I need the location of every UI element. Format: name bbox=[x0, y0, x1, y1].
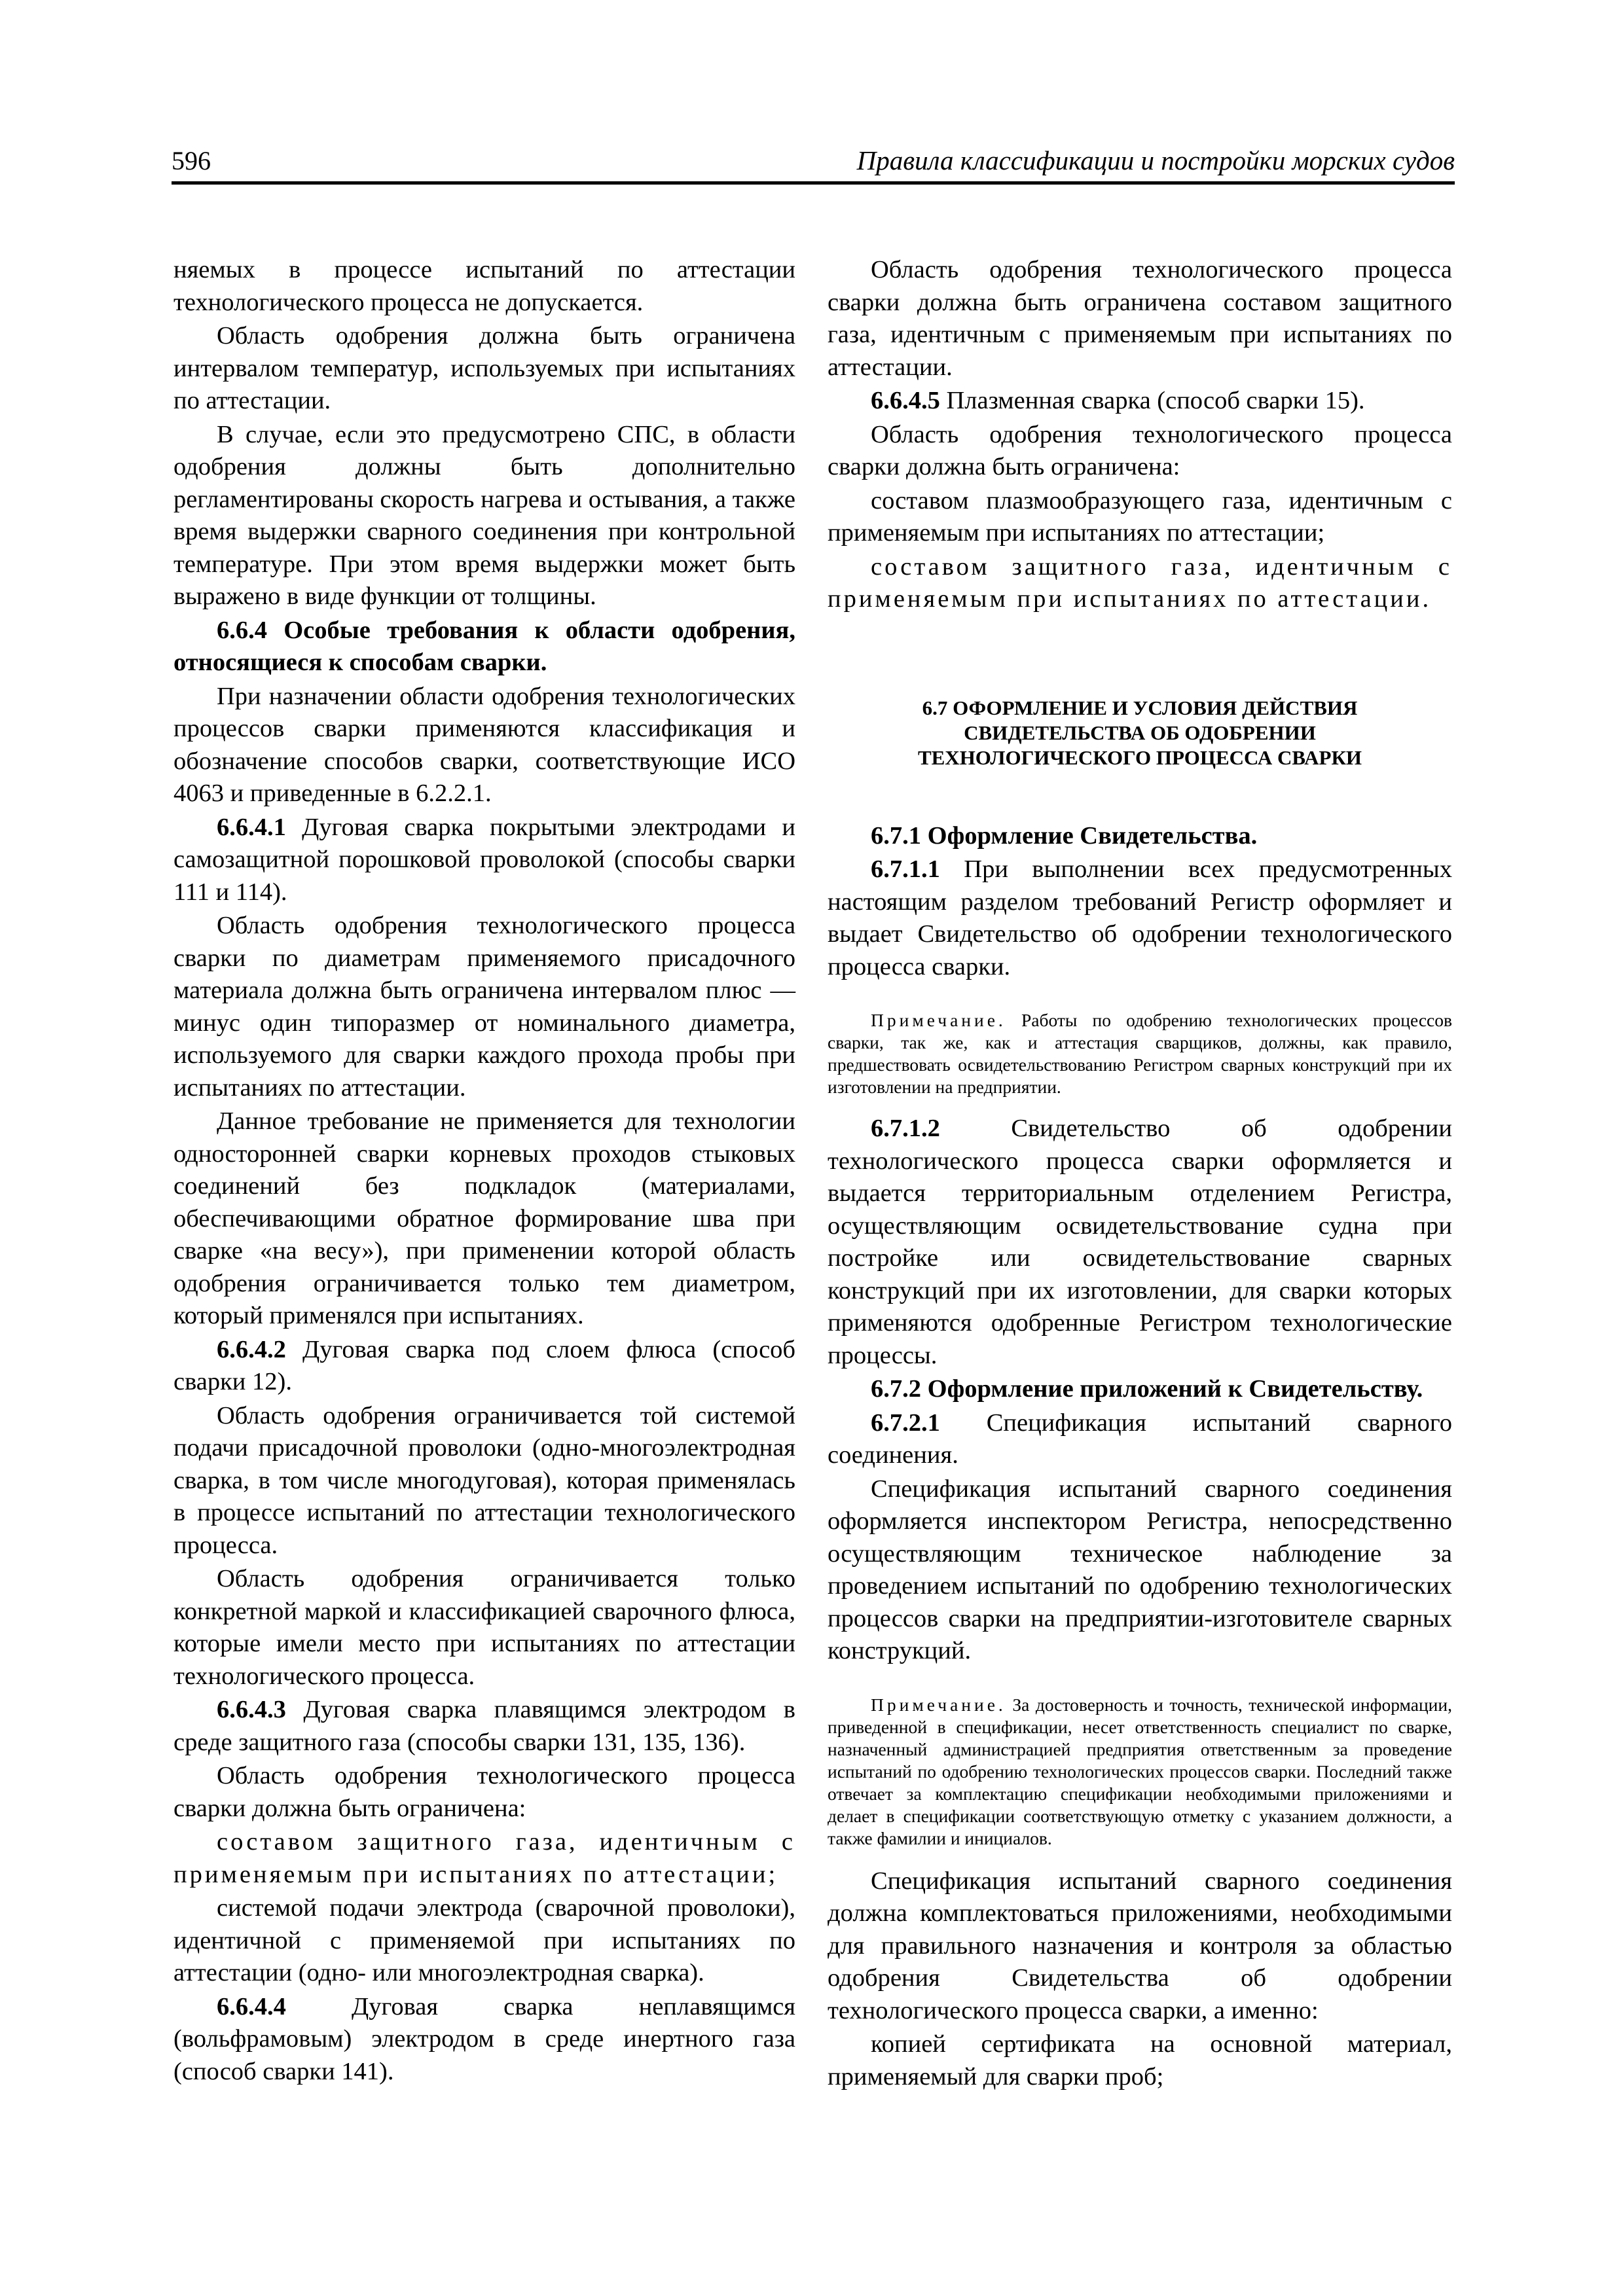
page-number: 596 bbox=[172, 146, 211, 175]
list-item: системой подачи электрода (сварочной проволоки), идентичной с применяемой при испытаниях по аттестации (одно- или многоэлектродная сварка). bbox=[173, 1894, 795, 1986]
heading-text: 6.6.4 Особые требования к области одобрения, относящиеся к способам сварки. bbox=[173, 616, 795, 676]
clause-text: Дуговая сварка плавящимся электродом в среде защитного газа (способы сварки 131, 135, 136). bbox=[173, 1696, 795, 1756]
list-item: составом защитного газа, идентичным с применяемым при испытаниях по аттестации. bbox=[828, 552, 1452, 613]
paragraph: Спецификация испытаний сварного соединения оформляется инспектором Регистра, непосредственно осуществляющим техническое наблюдение за проведением испытаний по одобрению технологических процессов сварки на предприятии-изготовителе сварных конструкций. bbox=[828, 1475, 1452, 1664]
paragraph: Область одобрения технологического процесса сварки должна быть ограничена: bbox=[828, 420, 1452, 480]
paragraph: Область одобрения ограничивается той системой подачи присадочной проволоки (одно-многоэлектродная сварка, в том числе многодуговая), которая применялась в процессе испытаний по аттестации технологического процесса. bbox=[173, 1401, 795, 1559]
section-heading-line: СВИДЕТЕЛЬСТВА ОБ ОДОБРЕНИИ bbox=[964, 721, 1316, 744]
clause-text: Плазменная сварка (способ сварки 15). bbox=[939, 387, 1365, 414]
page-header bbox=[172, 145, 1455, 185]
note-text: Работы по одобрению технологических процессов сварки, так же, как и аттестация сварщиков, должны, как правило, предшествовать освидетельствованию Регистром сварных конструкций при их изготовлении на предприятии. bbox=[828, 1010, 1452, 1097]
clause-number: 6.6.4.5 bbox=[871, 387, 940, 414]
paragraph: Область одобрения технологического процесса сварки должна быть ограничена составом защитного газа, идентичным с применяемым при испытаниях по аттестации. bbox=[828, 256, 1452, 381]
list-item: составом плазмообразующего газа, идентичным с применяемым при испытаниях по аттестации; bbox=[828, 486, 1452, 547]
note-label: Примечание. bbox=[871, 1010, 1006, 1030]
paragraph: При назначении области одобрения технологических процессов сварки применяются классификация и обозначение способов сварки, соответствующие ИСО 4063 и приведенные в 6.2.2.1. bbox=[173, 682, 795, 807]
clause-text: При выполнении всех предусмотренных настоящим разделом требований Регистр оформляет и выдает Свидетельство об одобрении технологического процесса сварки. bbox=[828, 855, 1452, 980]
subsection-heading bbox=[828, 1373, 1452, 1406]
note-text: За достоверность и точность, технической информации, приведенной в спецификации, несет ответственность специалист по сварке, назначенный администрацией предприятия ответственным за проведение испытаний по одобрению технологических процессов сварки. Последний также отвечает за комплектацию спецификации необходимыми приложениями и делает в спецификации соответствующую отметку с указанием должности, а также фамилии и инициалов. bbox=[828, 1694, 1452, 1848]
clause bbox=[828, 385, 1452, 418]
paragraph: Область одобрения ограничивается только конкретной маркой и классификацией сварочного флюса, которые имели место при испытаниях по аттестации технологического процесса. bbox=[173, 1565, 795, 1690]
clause-number: 6.7.2.1 bbox=[871, 1408, 940, 1437]
subsection-heading bbox=[173, 615, 795, 679]
paragraph: Данное требование не применяется для технологии односторонней сварки корневых проходов стыковых соединений без подкладок (материалами, обеспечивающими обратное формирование шва при сварке «на весу»), при применении которой область одобрения ограничивается только тем диаметром, который применялся при испытаниях. bbox=[173, 1107, 795, 1329]
section-heading bbox=[828, 696, 1452, 770]
clause-number: 6.6.4.4 bbox=[217, 1992, 286, 2020]
running-title: Правила классификации и постройки морских судов bbox=[856, 145, 1455, 175]
heading-text: 6.7.2 Оформление приложений к Свидетельству. bbox=[871, 1375, 1423, 1403]
clause bbox=[828, 853, 1452, 983]
subsection-heading bbox=[828, 820, 1452, 853]
paragraph: Область одобрения должна быть ограничена интервалом температур, используемых при испытаниях по аттестации. bbox=[173, 322, 795, 414]
clause-text: Спецификация испытаний сварного соединения. bbox=[828, 1408, 1452, 1469]
section-heading-line: 6.7 ОФОРМЛЕНИЕ И УСЛОВИЯ ДЕЙСТВИЯ bbox=[922, 696, 1358, 719]
clause-number: 6.7.1.2 bbox=[871, 1115, 940, 1142]
paragraph: В случае, если это предусмотрено СПС, в области одобрения должны быть дополнительно регламентированы скорость нагрева и остывания, а также время выдержки сварного соединения при контрольной температуре. При этом время выдержки может быть выражено в виде функции от толщины. bbox=[173, 420, 795, 610]
list-item: составом защитного газа, идентичным с применяемым при испытаниях по аттестации; bbox=[173, 1828, 795, 1888]
left-column bbox=[173, 254, 795, 2088]
clause-number: 6.6.4.2 bbox=[217, 1335, 286, 1363]
clause bbox=[173, 1991, 795, 2089]
note-label: Примечание. bbox=[871, 1694, 1006, 1715]
clause bbox=[173, 1334, 795, 1399]
clause-number: 6.6.4.3 bbox=[217, 1696, 286, 1723]
clause-number: 6.6.4.1 bbox=[217, 813, 286, 841]
list-item: копией сертификата на основной материал, применяемый для сварки проб; bbox=[828, 2030, 1452, 2090]
clause-text: Дуговая сварка покрытыми электродами и самозащитной порошковой проволокой (способы сварки 111 и 114). bbox=[173, 813, 795, 906]
section-heading-line: ТЕХНОЛОГИЧЕСКОГО ПРОЦЕССА СВАРКИ bbox=[917, 745, 1362, 769]
paragraph: Область одобрения технологического процесса сварки по диаметрам применяемого присадочного материала должна быть ограничена интервалом плюс — минус один типоразмер от номинального диаметра, используемого для сварки каждого прохода пробы при испытаниях по аттестации. bbox=[173, 912, 795, 1102]
clause-text: Дуговая сварка неплавящимся (вольфрамовым) электродом в среде инертного газа (способ сварки 141). bbox=[173, 1992, 795, 2085]
clause bbox=[828, 1113, 1452, 1372]
paragraph: Спецификация испытаний сварного соединения должна комплектоваться приложениями, необходимыми для правильного назначения и контроля за областью одобрения Свидетельства об одобрении технологического процесса сварки, а именно: bbox=[828, 1867, 1452, 2024]
right-column bbox=[828, 254, 1452, 2093]
paragraph: Область одобрения технологического процесса сварки должна быть ограничена: bbox=[173, 1762, 795, 1822]
clause bbox=[828, 1407, 1452, 1472]
clause-text: Дуговая сварка под слоем флюса (способ сварки 12). bbox=[173, 1335, 795, 1395]
clause bbox=[173, 812, 795, 909]
note bbox=[828, 1694, 1452, 1850]
paragraph: няемых в процессе испытаний по аттестации технологического процесса не допускается. bbox=[173, 256, 795, 316]
heading-text: 6.7.1 Оформление Свидетельства. bbox=[871, 821, 1258, 850]
note bbox=[828, 1009, 1452, 1098]
clause-number: 6.7.1.1 bbox=[871, 855, 940, 883]
clause bbox=[173, 1694, 795, 1759]
clause-text: Свидетельство об одобрении технологического процесса сварки оформляется и выдается территориальным отделением Регистра, осуществляющим освидетельствование судна при постройке или освидетельствование сварных конструкций при их изготовлении, для сварки которых применяются одобренные Регистром технологические процессы. bbox=[828, 1115, 1452, 1369]
